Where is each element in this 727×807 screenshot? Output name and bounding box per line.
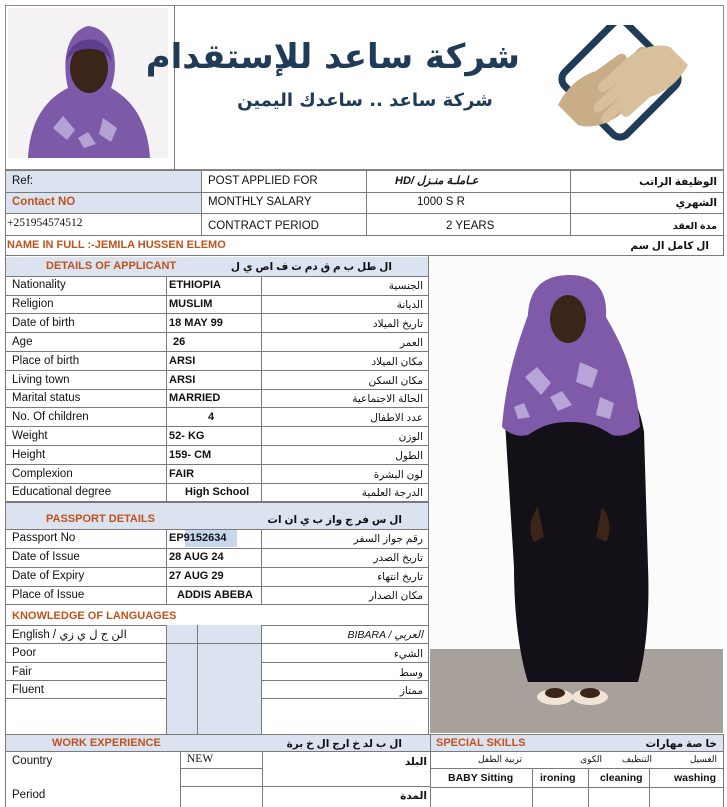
post-ar: الوظيفة الراتب [639,176,717,188]
ref-label: Ref: [12,175,34,187]
full-body-photo [430,257,723,733]
row-ar: عدد الاطفال [370,412,423,424]
row-ar: مكان السكن [368,375,423,387]
full-name: NAME IN FULL :-JEMILA HUSSEN ELEMO [7,239,226,251]
contact-label: Contact NO [12,196,76,208]
lang-level-ar: وسط [399,667,423,679]
contract-ar: مدة العقد [672,221,717,232]
row-label: Educational degree [12,486,112,498]
row-ar: العمر [399,337,423,349]
applicant-title: DETAILS OF APPLICANT [46,260,177,272]
post-label: POST APPLIED FOR [208,175,318,187]
work-title: WORK EXPERIENCE [52,737,161,749]
skill-ar: الكوى [580,754,602,764]
row-value: FAIR [169,468,195,480]
contact-value: +251954574512 [7,217,83,229]
skill-baby-sitting: BABY Sitting [448,772,514,784]
row-ar: الطول [395,450,423,462]
portrait-photo [8,8,168,158]
passport-title-ar: ال س فر ج واز ب ي ان ات [267,514,402,526]
lang-level-ar: ممتاز [399,685,423,697]
row-label: Height [12,449,46,461]
company-name-ar: شركة ساعد للإستقدام [145,37,520,77]
row-label: Date of birth [12,317,75,329]
row-label: Complexion [12,468,73,480]
row-ar: تاريخ الصدر [373,552,423,564]
skill-ironing: ironing [540,772,576,784]
languages-grid [5,625,429,734]
row-ar: الجنسية [388,280,423,292]
work-title-ar: ال ب لد خ ارج ال خ برة [286,738,402,750]
post-value: HD/ عـاملـة منـزل [395,175,479,187]
row-value: 28 AUG 24 [169,551,224,563]
row-value: MUSLIM [169,298,213,310]
work-country-ar: البلد [404,756,427,768]
full-name-ar: ال كامل ال سم [630,240,709,252]
applicant-rows [5,276,429,502]
row-value: MARRIED [169,392,221,404]
row-value: ARSI [169,355,196,367]
row-value: ETHIOPIA [169,279,221,291]
arabic-header: BIBARA / العربي [347,629,423,641]
row-ar: الدرجة العلمية [361,487,423,499]
company-slogan-ar: شركة ساعد .. ساعدك اليمين [237,90,493,111]
row-ar: الوزن [398,431,423,443]
row-label: No. Of children [12,411,89,423]
row-value: ADDIS ABEBA [177,589,253,601]
lang-level-ar: الشيء [393,648,423,660]
row-ar: الحالة الاجتماعية [352,393,423,405]
row-ar: تاريخ انتهاء [377,571,423,583]
skill-ar: الغسيل [689,754,717,764]
row-ar: تاريخ الميلاد [372,318,423,330]
work-period-ar: المدة [400,790,427,802]
skill-ar: التنظيف [621,754,652,764]
salary-ar: الشهري [675,197,717,209]
skills-title-ar: خا صة مهارات [645,738,717,750]
row-label: Living town [12,374,70,386]
row-value: 18 MAY 99 [169,317,223,329]
work-country-value: NEW [187,753,214,765]
skill-ar: تربية الطفل [477,754,522,764]
row-label: Nationality [12,279,66,291]
row-label: Religion [12,298,54,310]
row-label: Age [12,336,33,348]
work-country-label: Country [12,755,53,767]
row-label: Date of Expiry [12,570,85,582]
applicant-title-ar: ال طل ب م ق دم ت ف اص ي ل [230,261,392,273]
skills-title: SPECIAL SKILLS [436,737,526,749]
row-label: Passport No [12,532,76,544]
row-label: Weight [12,430,48,442]
row-ar: مكان الصدار [369,590,423,602]
passport-rows [5,529,429,605]
lang-level: Poor [12,647,37,659]
contract-value: 2 YEARS [446,220,495,232]
row-label: Place of Issue [12,589,85,601]
row-value: 4 [208,411,215,423]
lang-level: Fluent [12,684,44,696]
row-ar: لون البشرة [373,469,423,481]
header-divider [174,5,175,170]
row-value: 26 [173,336,186,348]
salary-label: MONTHLY SALARY [208,196,312,208]
row-value: 52- KG [169,430,205,442]
row-value: ARSI [169,374,196,386]
row-label: Date of Issue [12,551,80,563]
row-value: 159- CM [169,449,212,461]
languages-title: KNOWLEDGE OF LANGUAGES [12,610,177,622]
row-label: Marital status [12,392,81,404]
contract-label: CONTRACT PERIOD [208,220,319,232]
english-header: English / الن ج ل ي زي [12,629,127,641]
work-period-label: Period [12,789,46,801]
salary-value: 1000 S R [417,196,465,208]
skill-washing: washing [674,772,717,784]
passport-number: EP9152634 [169,532,227,544]
row-label: Place of birth [12,355,80,367]
row-value: High School [185,486,250,498]
row-value: 27 AUG 29 [169,570,224,582]
row-ar: مكان الميلاد [371,356,423,368]
company-logo [538,25,708,150]
passport-title: PASSPORT DETAILS [46,513,155,525]
row-ar: رقم جواز السفر [353,533,423,545]
lang-level: Fair [12,666,32,678]
row-ar: الديانة [396,299,423,311]
skill-cleaning: cleaning [600,772,643,784]
